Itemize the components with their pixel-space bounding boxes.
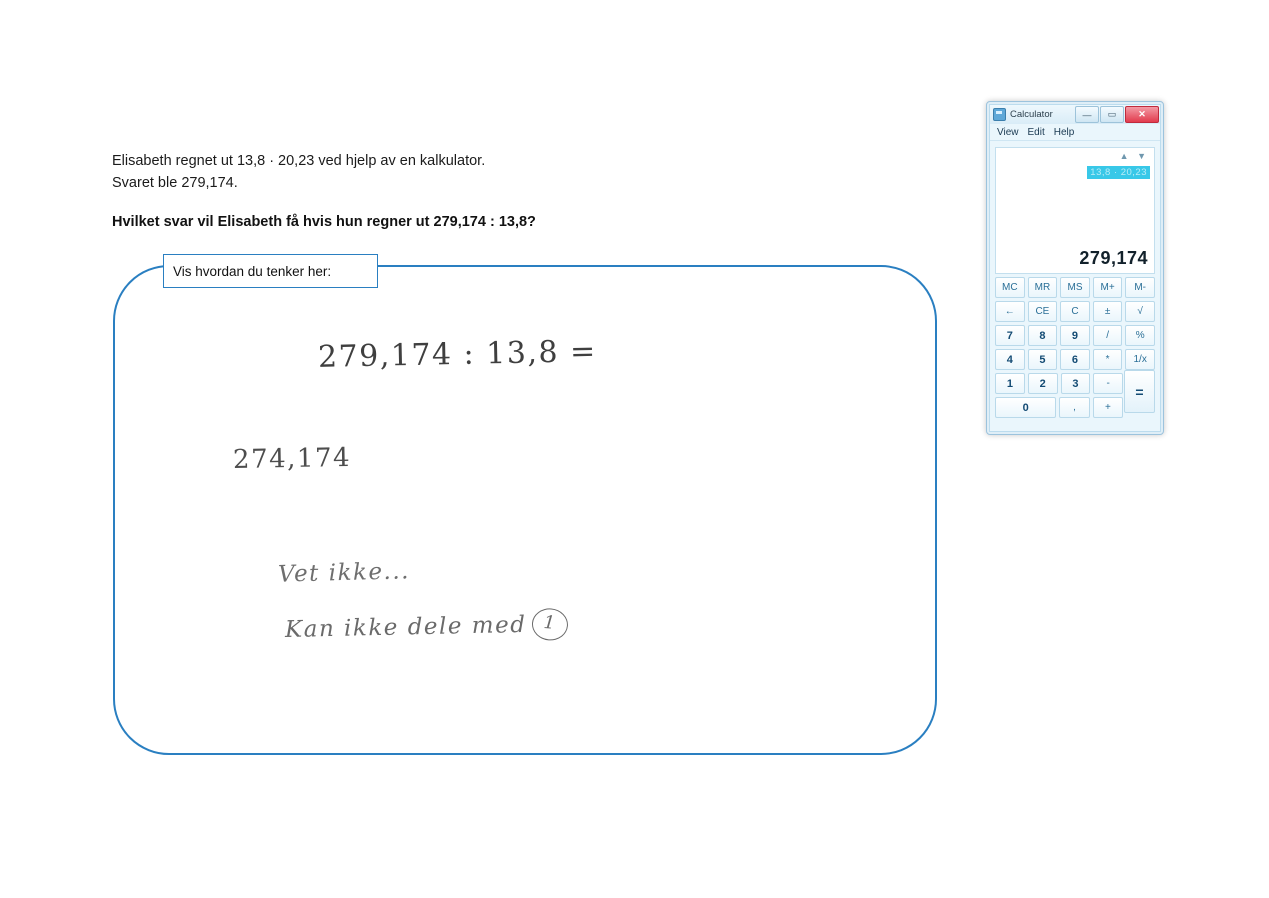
calculator-inner [989, 104, 1161, 432]
calculator-menubar [990, 124, 1160, 141]
key-minus[interactable]: - [1093, 373, 1123, 394]
key-ms[interactable]: MS [1060, 277, 1090, 298]
handwriting-line-3: Vet ikke... [277, 558, 411, 588]
key-mc[interactable]: MC [995, 277, 1025, 298]
menu-item-edit[interactable]: Edit [1027, 126, 1045, 138]
minimize-button[interactable]: — [1075, 106, 1099, 123]
key-plus[interactable]: + [1093, 397, 1123, 418]
key-m-minus[interactable]: M- [1125, 277, 1155, 298]
calculator-window[interactable] [986, 101, 1164, 435]
key-multiply[interactable]: * [1093, 349, 1123, 370]
calculator-keypad [990, 277, 1160, 418]
key-2[interactable]: 2 [1028, 373, 1058, 394]
key-9[interactable]: 9 [1060, 325, 1090, 346]
handwriting-circled-digit: 1 [531, 607, 570, 642]
key-0[interactable]: 0 [995, 397, 1056, 418]
key-6[interactable]: 6 [1060, 349, 1090, 370]
key-percent[interactable]: % [1125, 325, 1155, 346]
calculator-icon [993, 108, 1006, 121]
key-plus-minus[interactable]: ± [1093, 301, 1123, 322]
maximize-button[interactable]: ▭ [1100, 106, 1124, 123]
keypad-row-2 [995, 301, 1155, 322]
key-m-plus[interactable]: M+ [1093, 277, 1123, 298]
handwriting-line-1: 279,174 : 13,8 = [317, 334, 598, 375]
key-4[interactable]: 4 [995, 349, 1025, 370]
answer-box-label-text: Vis hvordan du tenker her: [173, 263, 332, 279]
window-buttons [1075, 106, 1159, 123]
close-button[interactable]: ✕ [1125, 106, 1159, 123]
key-decimal[interactable]: , [1059, 397, 1089, 418]
task-text [112, 150, 812, 194]
key-7[interactable]: 7 [995, 325, 1025, 346]
key-mr[interactable]: MR [1028, 277, 1058, 298]
handwriting-line-4 [285, 608, 569, 646]
key-1[interactable]: 1 [995, 373, 1025, 394]
menu-item-view[interactable]: View [997, 126, 1019, 138]
key-reciprocal[interactable]: 1/x [1125, 349, 1155, 370]
calculator-display [995, 147, 1155, 274]
key-sqrt[interactable]: √ [1125, 301, 1155, 322]
handwriting-line-2: 274,174 [232, 442, 352, 476]
key-c[interactable]: C [1060, 301, 1090, 322]
history-entry[interactable]: 13,8 · 20,23 [1087, 166, 1150, 179]
key-divide[interactable]: / [1093, 325, 1123, 346]
key-equals[interactable]: = [1124, 370, 1155, 413]
task-line-2: Svaret ble 279,174. [112, 175, 238, 191]
keypad-row-3 [995, 325, 1155, 346]
key-backspace[interactable]: ← [995, 301, 1025, 322]
menu-item-help[interactable]: Help [1053, 126, 1075, 138]
history-arrows-icon[interactable]: ▲ ▼ [1119, 151, 1149, 161]
task-line-1: Elisabeth regnet ut 13,8 · 20,23 ved hjelp av en kalkulator. [112, 153, 486, 169]
keypad-row-4 [995, 349, 1155, 370]
task-question: Hvilket svar vil Elisabeth få hvis hun regner ut 279,174 : 13,8? [112, 214, 536, 230]
answer-box-label [163, 254, 378, 288]
handwriting-line-4-text: Kan ikke dele med [284, 611, 527, 643]
key-3[interactable]: 3 [1061, 373, 1091, 394]
calculator-titlebar[interactable] [990, 105, 1160, 124]
key-ce[interactable]: CE [1028, 301, 1058, 322]
key-5[interactable]: 5 [1028, 349, 1058, 370]
key-8[interactable]: 8 [1028, 325, 1058, 346]
keypad-row-memory [995, 277, 1155, 298]
display-value: 279,174 [1079, 248, 1148, 268]
calculator-title: Calculator [1010, 109, 1053, 120]
